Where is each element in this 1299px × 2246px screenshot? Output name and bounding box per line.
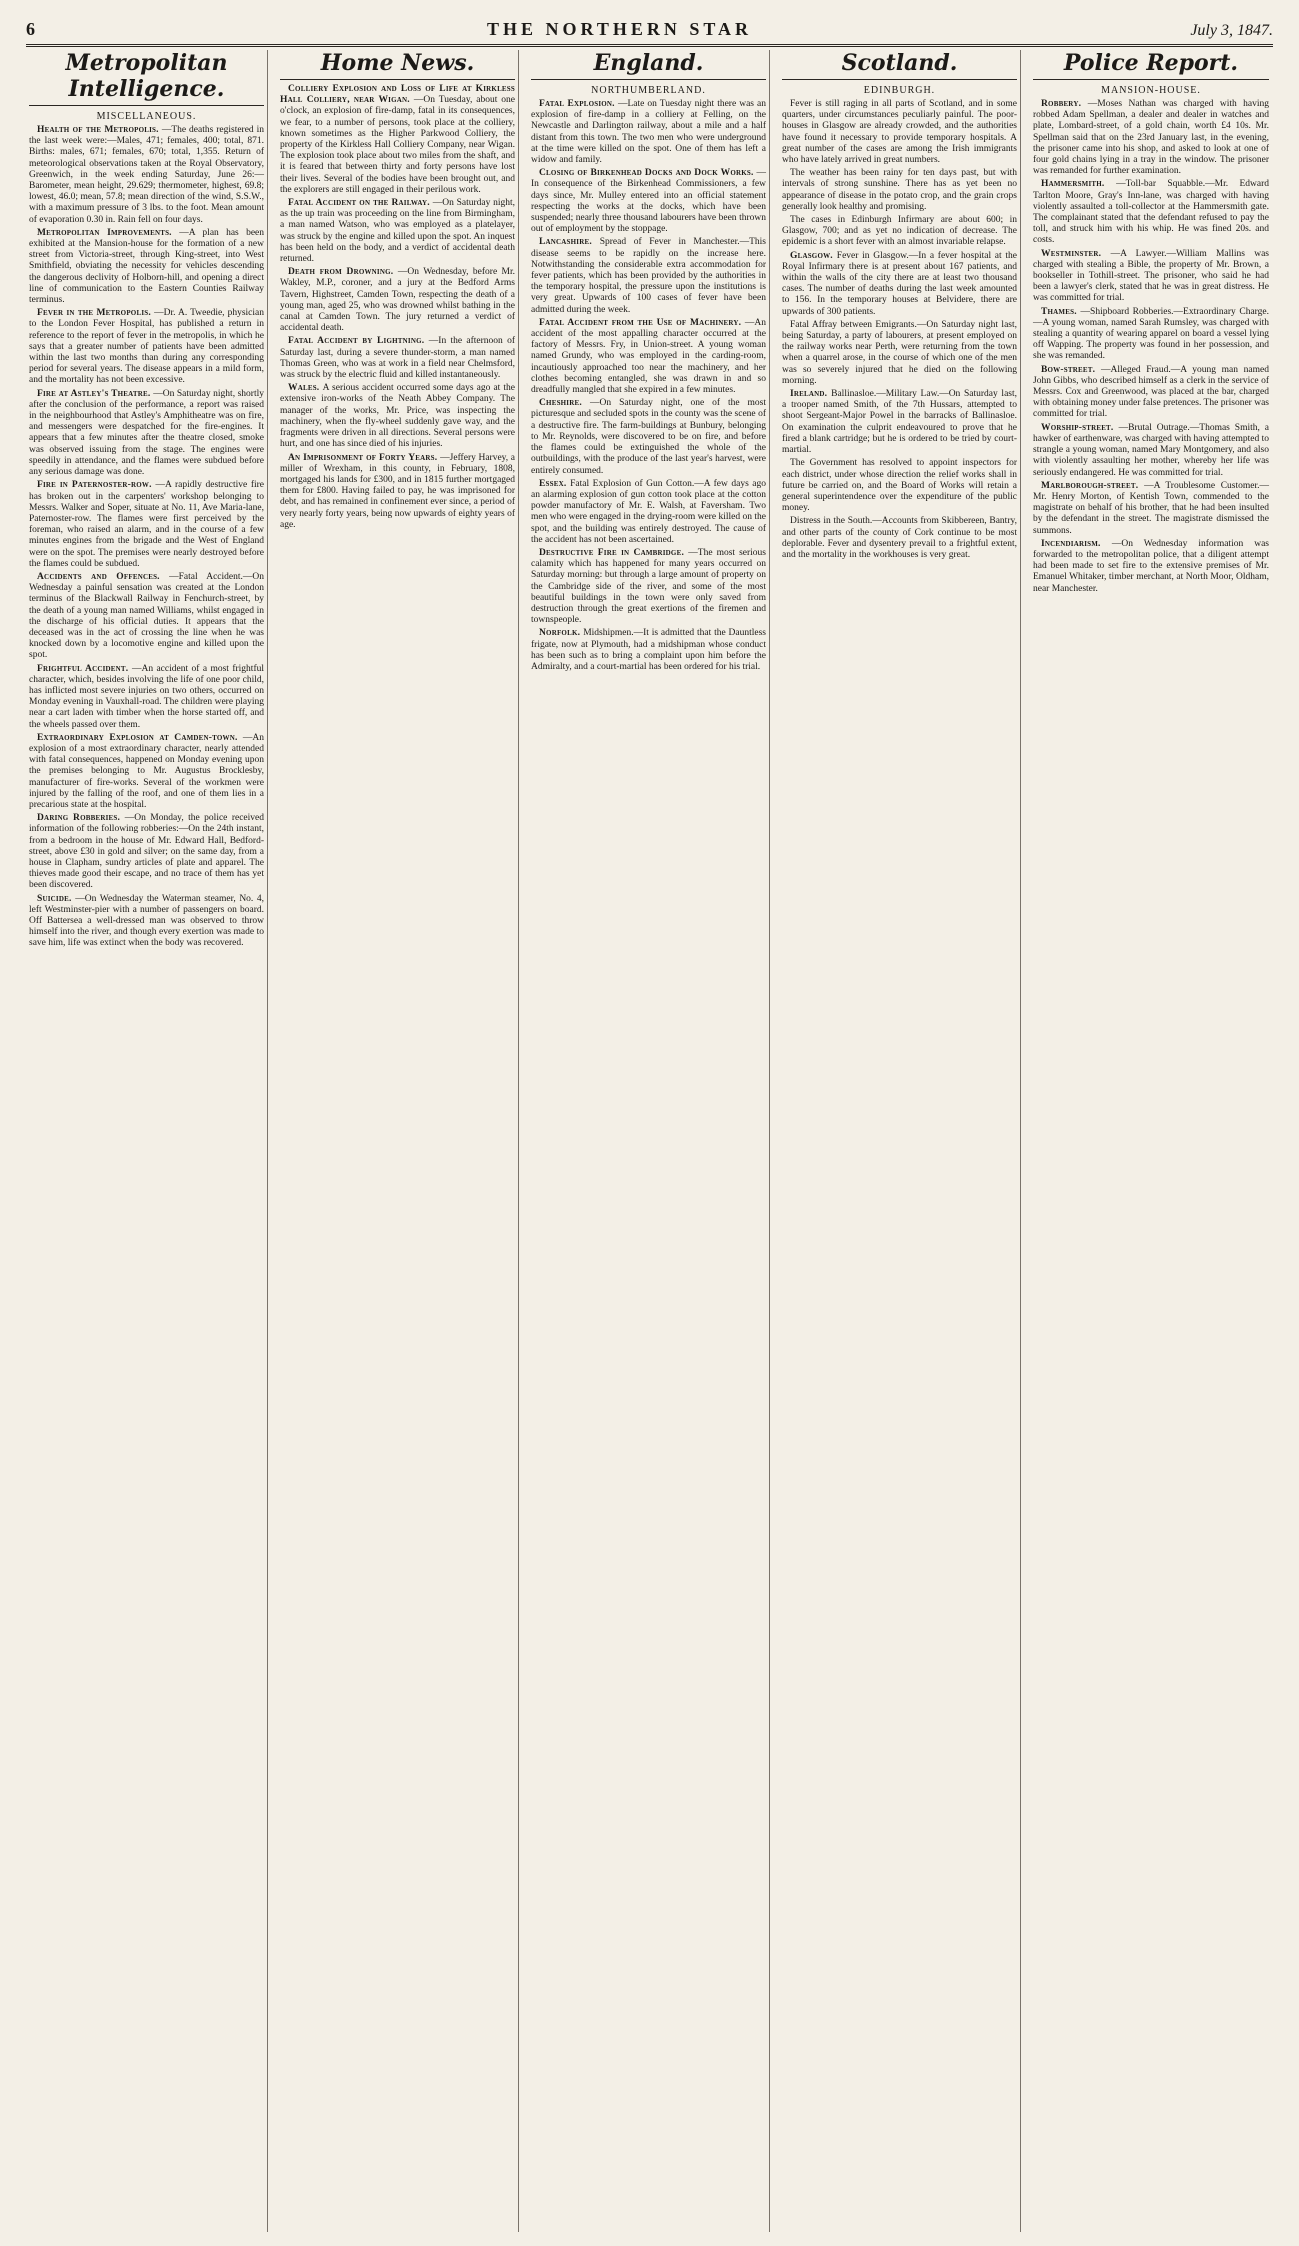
article-title: Metropolitan Improvements. <box>37 227 180 238</box>
article-text: —On Wednesday, before Mr. Wakley, M.P., coroner, and a jury at the Bedford Arms Tavern, Highstreet, Camden Town, respecting the death of a young man, aged 25, who was drowned whilst bathing in the canal at Camden Town. The jury returned a verdict of accidental death. <box>280 267 515 334</box>
article-text: —Moses Nathan was charged with having robbed Adam Spellman, a dealer and dealer in watches and plate, Lombard-street, of a gold chain, worth £4 10s. Mr. Spellman said that on the 23rd January last, in the evening, the prisoner came into his shop, and asked to look at one of four gold chains lying in a tray in the window. The prisoner was remanded for further examination. <box>1033 99 1269 177</box>
article-paragraph <box>280 453 515 531</box>
article-paragraph <box>29 125 264 226</box>
sub-heading: MANSION-HOUSE. <box>1101 85 1201 96</box>
article-text: The cases in Edinburgh Infirmary are about 600; in Glasgow, 700; and as yet no indication of decrease. The epidemic is a short fever with an almost invariable relapse. <box>782 215 1017 248</box>
article-paragraph <box>1033 423 1269 479</box>
article-title: Glasgow. <box>790 250 837 261</box>
article-title: Incendiarism. <box>1041 538 1112 549</box>
article-title: Suicide. <box>37 893 76 904</box>
article-text: —On Saturday night, one of the most picturesque and secluded spots in the county was the scene of a destructive fire. The farm-buildings at Bunbury, belonging to Mr. Reynolds, were discovered to be on fire, and before the flames could be extinguished the whole of the outbuildings, with the produce of the last year's harvest, were entirely consumed. <box>531 398 766 476</box>
article-paragraph <box>531 479 766 546</box>
article-text: The Government has resolved to appoint inspectors for each district, under whose direction the relief works shall in future be carried on, and the Board of Works will retain a general superintendence over the expenditure of the public money. <box>782 458 1017 514</box>
article-text: The weather has been rainy for ten days past, but with intervals of strong sunshine. There has as yet been no appearance of disease in the potato crop, and the grain crops generally look healthy and promising. <box>782 168 1017 212</box>
article-title: Thames. <box>1041 306 1081 317</box>
article-title: Closing of Birkenhead Docks and Dock Works. <box>539 168 757 179</box>
article-paragraph <box>531 237 766 315</box>
article-paragraph <box>782 389 1017 456</box>
column-scotland-ireland <box>779 50 1021 2232</box>
article-paragraph <box>1033 365 1269 421</box>
article-text: —In consequence of the Birkenhead Commissioners, a few days since, Mr. Mulley entered into an official statement respecting the works at the docks, which have been suspended; nearly three thousand labourers have been thrown out of employment by the stoppage. <box>531 168 766 235</box>
article-paragraph <box>1033 481 1269 537</box>
article-title: Robbery. <box>1041 99 1088 109</box>
article-paragraph <box>29 389 264 479</box>
article-text: —A rapidly destructive fire has broken out in the carpenters' workshop belonging to Messrs. Walker and Soper, situate at No. 11, Ave Maria-lane, Paternoster-row. The flames were first perceived by the foreman, who raised an alarm, and in the course of a few minutes engines from the brigade and the West of England were on the spot. The premises were nearly destroyed before the flames could be subdued. <box>29 480 265 569</box>
article-text: —An accident of the most appalling character occurred at the factory of Messrs. Fry, in Union-street. A young woman named Grundy, who was employed in the carding-room, incautiously approached too near the machinery, and her clothes becoming entangled, she was drawn in and so dreadfully mangled that she expired in a few minutes. <box>531 317 766 396</box>
article-title: Bow-street. <box>1041 364 1101 375</box>
article-title: Fire at Astley's Theatre. <box>37 388 154 399</box>
article-text: —On Saturday night, as the up train was proceeding on the line from Birmingham, a man named Watson, who was employed as a platelayer, was struck by the engine and killed upon the spot. An inquest has been held on the body, and a verdict of accidental death returned. <box>280 198 515 265</box>
article-text: —On Wednesday the Waterman steamer, No. 4, left Westminster-pier with a number of passengers on board. Off Battersea a well-dressed man was observed to throw himself into the river, and though every exertion was made to save him, life was extinct when the body was recovered. <box>29 893 264 949</box>
article-text: —Alleged Fraud.—A young man named John Gibbs, who described himself as a clerk in the service of Messrs. Cox and Greenwood, was placed at the bar, charged with obtaining money under false pretences. The prisoner was committed for trial. <box>1033 364 1269 420</box>
article-title: Lancashire. <box>539 237 600 248</box>
article-paragraph <box>280 336 515 381</box>
article-paragraph <box>531 548 766 626</box>
article-text: —Shipboard Robberies.—Extraordinary Charge.—A young woman, named Sarah Rumsley, was charged with stealing a quantity of wearing apparel on board a vessel lying off Wapping. The property was found in her possession, and she was remanded. <box>1033 306 1270 362</box>
article-paragraph <box>782 320 1017 387</box>
article-text: —A plan has been exhibited at the Mansion-house for the formation of a new street from Victoria-street, through King-street, into West Smithfield, obviating the necessity for vehicles descending the dangerous declivity of Holborn-hill, and opening a direct line of communication to the Eastern Counties Railway terminus. <box>29 227 264 306</box>
article-text: —On Wednesday information was forwarded to the metropolitan police, that a diligent attempt had been made to set fire to the extensive premises of Mr. Emanuel Whitaker, timber merchant, at North Moor, Oldham, near Manchester. <box>1033 538 1269 594</box>
article-text: Distress in the South.—Accounts from Skibbereen, Bantry, and other parts of the county of Cork continue to be most deplorable. Fever and dysentery prevail to a frightful extent, and the mortality in the workhouses is very great. <box>782 516 1017 560</box>
article-title: Destructive Fire in Cambridge. <box>539 547 689 558</box>
article-title: Westminster. <box>1041 248 1111 259</box>
article-title: Health of the Metropolis. <box>37 125 162 135</box>
article-text: —The deaths registered in the last week were:—Males, 471; females, 400; total, 871. Births: males, 671; females, 670; total, 1,355. Return of meteorological observations taken at the Royal Observatory, Greenwich, in the week ending Saturday, June 26:—Barometer, mean height, 29.629; thermometer, highest, 69.8; lowest, 46.0; mean, 57.8; mean direction of the wind, S.S.W., with a maximum pressure of 3 lbs. to the foot. Mean amount of evaporation 0.30 in. Rain fell on four days. <box>29 125 264 225</box>
section-heading: Scotland. <box>782 50 1017 80</box>
newspaper-page <box>26 14 1273 2232</box>
article-title: Extraordinary Explosion at Camden-town. <box>37 732 243 743</box>
article-text: —Toll-bar Squabble.—Mr. Edward Tarlton Moore, Gray's Inn-lane, was charged with having violently assaulted a toll-collector at the Hammersmith gate. The complainant stated that the defendant refused to pay the toll, and struck him with his whip. He was fined 20s. and costs. <box>1033 179 1269 246</box>
section-heading: England. <box>531 50 766 80</box>
article-title: Worship-street. <box>1041 422 1119 433</box>
article-text: —Late on Tuesday night there was an explosion of fire-damp in a colliery at Felling, on the Newcastle and Darlington railway, about a mile and a half distant from this town. The two men who were underground at the time were killed on the spot. One of them has left a widow and family. <box>531 99 766 166</box>
article-text: —Fatal Accident.—On Wednesday a painful sensation was created at the London terminus of the Blackwall Railway in Fenchurch-street, by the death of a young man named Williams, whilst engaged in the discharge of his official duties. It appears that the deceased was in the act of crossing the line when he was knocked down by a locomotive engine and killed upon the spot. <box>29 571 264 661</box>
article-title: Hammersmith. <box>1041 179 1117 190</box>
article-paragraph <box>1033 99 1269 177</box>
article-title: Fever in the Metropolis. <box>37 308 155 319</box>
article-title: Fatal Accident on the Railway. <box>288 198 433 209</box>
article-paragraph <box>782 251 1017 318</box>
article-text: —Brutal Outrage.—Thomas Smith, a hawker of earthenware, was charged with having attempted to strangle a young woman, named Mary Montgomery, and also with violently assaulting her mother, whereby her life was seriously endangered. He was committed for trial. <box>1033 422 1269 478</box>
article-title: Frightful Accident. <box>37 663 132 674</box>
column-police-report <box>1030 50 1272 2232</box>
article-paragraph <box>531 99 766 166</box>
article-text: —Dr. A. Tweedie, physician to the London Fever Hospital, has published a return in reference to the report of fever in the metropolis, in which he says that a greater number of patients have been admitted within the last two months than during any corresponding period for several years. The disease appears in a mild form, and the mortality has not been excessive. <box>29 308 265 386</box>
article-paragraph <box>280 198 515 265</box>
article-title: Ireland. <box>790 389 832 400</box>
article-title: Fatal Accident by Lightning. <box>288 336 429 347</box>
article-title: Accidents and Offences. <box>37 571 170 582</box>
article-text: —On Monday, the police received information of the following robberies:—On the 24th instant, from a bedroom in the house of Mr. Edward Hall, Bedford-street, above £30 in gold and silver; on the same day, from a house in Clapham, sundry articles of plate and apparel. The thieves made good their escape, and no trace of them has yet been discovered. <box>29 813 264 891</box>
article-title: Wales. <box>288 383 323 394</box>
article-paragraph <box>782 215 1017 249</box>
article-paragraph <box>1033 307 1269 363</box>
article-title: Essex. <box>539 478 571 489</box>
article-text: —On Saturday night, shortly after the conclusion of the performance, a report was raised in the neighbourhood that Astley's Amphitheatre was on fire, and messengers were despatched for the fire-engines. It appears that a few minutes after the theatre closed, smoke was observed issuing from the stage. The engines were speedily in attendance, and the flames were subdued before any serious damage was done. <box>29 388 264 478</box>
article-paragraph <box>280 84 515 196</box>
article-paragraph <box>531 168 766 235</box>
sub-heading: NORTHUMBERLAND. <box>591 85 706 96</box>
article-paragraph <box>29 813 264 891</box>
article-title: Fatal Explosion. <box>539 99 618 109</box>
article-paragraph <box>29 480 264 570</box>
sub-heading: EDINBURGH. <box>863 85 936 96</box>
article-paragraph <box>29 228 264 306</box>
article-text: —An explosion of a most extraordinary character, nearly attended with fatal consequences, happened on Monday evening upon the premises belonging to Mr. Augustus Brocklesby, manufacturer of fire-works. Several of the workmen were injured by the falling of the roof, and one of them lies in a precarious state at the hospital. <box>29 732 264 810</box>
page-number: 6 <box>26 19 35 39</box>
article-paragraph <box>29 308 264 386</box>
section-heading: Metropolitan Intelligence. <box>29 50 264 106</box>
article-paragraph <box>1033 249 1269 305</box>
article-paragraph <box>531 628 766 673</box>
article-text: —An accident of a most frightful character, which, besides involving the life of one poor child, has inflicted most severe injuries on two others, occurred on Monday evening in Vauxhall-road. The children were playing near a cart laden with timber when the horse started off, and the wheels passed over them. <box>29 663 264 730</box>
column-home-news <box>277 50 519 2232</box>
article-paragraph <box>29 894 264 950</box>
article-paragraph <box>782 458 1017 514</box>
article-paragraph <box>782 516 1017 561</box>
column-england <box>528 50 770 2232</box>
article-paragraph <box>29 572 264 662</box>
article-title: Fatal Accident from the Use of Machinery. <box>539 317 745 328</box>
article-text: Fever in Glasgow.—In a fever hospital at the Royal Infirmary there is at present about 167 patients, and within the walls of the city there are at least two thousand cases. The number of deaths during the last week amounted to 156. In the temporary houses at Belvidere, there are upwards of 300 patients. <box>782 250 1017 317</box>
paper-title: THE NORTHERN STAR <box>486 19 753 39</box>
article-text: —Jeffery Harvey, a miller of Wrexham, in this county, in February, 1808, mortgaged his lands for £300, and in 1815 further mortgaged them for £800. Having failed to pay, he was imprisoned for debt, and has remained in confinement ever since, a period of very nearly forty years, being now upwards of eighty years of age. <box>280 452 515 530</box>
article-paragraph <box>29 664 264 731</box>
article-paragraph <box>1033 539 1269 595</box>
article-text: Midshipmen.—It is admitted that the Dauntless frigate, now at Plymouth, had a midshipman whose conduct has been such as to bring a complaint upon him before the Admiralty, and a court-martial has been ordered for his trial. <box>531 628 767 672</box>
columns <box>26 50 1273 2232</box>
article-text: Fatal Explosion of Gun Cotton.—A few days ago an alarming explosion of gun cotton took place at the cotton powder manufactory of Mr. E. Walsh, at Faversham. Two men who were engaged in the drying-room were killed on the spot, and the building was entirely destroyed. The cause of the accident has not been ascertained. <box>531 478 766 545</box>
article-text: Fever is still raging in all parts of Scotland, and in some quarters, under circumstances peculiarly painful. The poor-houses in Glasgow are already crowded, and the authorities have found it necessary to provide temporary hospitals. A great number of the cases are among the Irish immigrants who have lately arrived in great numbers. <box>782 99 1017 166</box>
article-paragraph <box>531 318 766 396</box>
article-text: —The most serious calamity which has happened for many years occurred on Saturday morning: but through a large amount of property on the Cambridge side of the river, and some of the most beautiful buildings in the town were only saved from destruction through the great exertions of the firemen and townspeople. <box>531 547 766 626</box>
article-text: Fatal Affray between Emigrants.—On Saturday night last, being Saturday, a party of labourers, at present employed on the railway works near Perth, were returning from the town when a quarrel arose, in the course of which one of the men was so severely injured that he died on the following morning. <box>782 319 1017 386</box>
article-title: Cheshire. <box>539 398 591 409</box>
article-paragraph <box>280 383 515 450</box>
section-heading: Police Report. <box>1033 50 1269 80</box>
article-paragraph <box>782 168 1017 213</box>
article-paragraph <box>280 267 515 334</box>
article-text: —A Troublesome Customer.—Mr. Henry Morton, of Kentish Town, commended to the magistrate on behalf of his brother, that he had been insulted by the defendant in the street. The magistrate dismissed the summons. <box>1033 480 1269 536</box>
issue-date: July 3, 1847. <box>1190 22 1273 39</box>
article-title: An Imprisonment of Forty Years. <box>288 452 441 463</box>
article-text: —A Lawyer.—William Mallins was charged with stealing a Bible, the property of Mr. Brown, a bookseller in Tothill-street. The prisoner, who said he had been a lawyer's clerk, stated that he was in great distress. He was committed for trial. <box>1033 248 1269 304</box>
section-heading: Home News. <box>280 50 515 80</box>
article-title: Colliery Explosion and Loss of Life at Kirkless Hall Colliery, near Wigan. <box>280 84 515 106</box>
article-title: Marlborough-street. <box>1041 480 1145 491</box>
article-text: Ballinasloe.—Military Law.—On Saturday last, a trooper named Smith, of the 7th Hussars, attempted to shoot Sergeant-Major Powel in the barracks of Ballinasloe. On examination the culprit endeavoured to prove that he fired a blank cartridge; but he is ordered to be tried by court-martial. <box>782 389 1018 456</box>
article-text: —On Tuesday, about one o'clock, an explosion of fire-damp, fatal in its consequences, we fear, to a number of persons, took place at the colliery, known sometimes as the Higher Parkwood Colliery, the property of the Kirkless Hall Colliery Company, near Wigan. The explosion took place about two miles from the shaft, and it is feared that between thirty and forty persons have lost their lives. Several of the bodies have been brought out, and the explorers are still engaged in their perilous work. <box>280 95 515 195</box>
article-title: Fire in Paternoster-row. <box>37 480 156 491</box>
article-text: A serious accident occurred some days ago at the extensive iron-works of the Neath Abbey Company. The manager of the works, Mr. Price, was inspecting the machinery, when the fly-wheel suddenly gave way, and the fragments were driven in all directions. Several persons were hurt, and one has since died of his injuries. <box>280 383 515 450</box>
article-text: Spread of Fever in Manchester.—This disease seems to be rapidly on the increase here. Notwithstanding the considerable extra accommodation for fever patients, which has been provided by the authorities in the temporary hospital, the pressure upon the institutions is very great. Upwards of 100 cases of fever have been admitted during the week. <box>531 237 766 315</box>
column-metropolitan <box>26 50 268 2232</box>
article-paragraph <box>531 398 766 476</box>
article-title: Norfolk. <box>539 628 584 639</box>
article-text: —In the afternoon of Saturday last, during a severe thunder-storm, a man named Thomas Green, who was at work in a field near Chelmsford, was struck by the electric fluid and killed instantaneously. <box>280 336 515 381</box>
article-paragraph <box>1033 179 1269 246</box>
article-paragraph <box>29 733 264 811</box>
article-title: Death from Drowning. <box>288 267 398 278</box>
masthead <box>26 14 1273 47</box>
sub-heading: MISCELLANEOUS. <box>96 111 197 122</box>
article-title: Daring Robberies. <box>37 813 125 824</box>
article-paragraph <box>782 99 1017 166</box>
